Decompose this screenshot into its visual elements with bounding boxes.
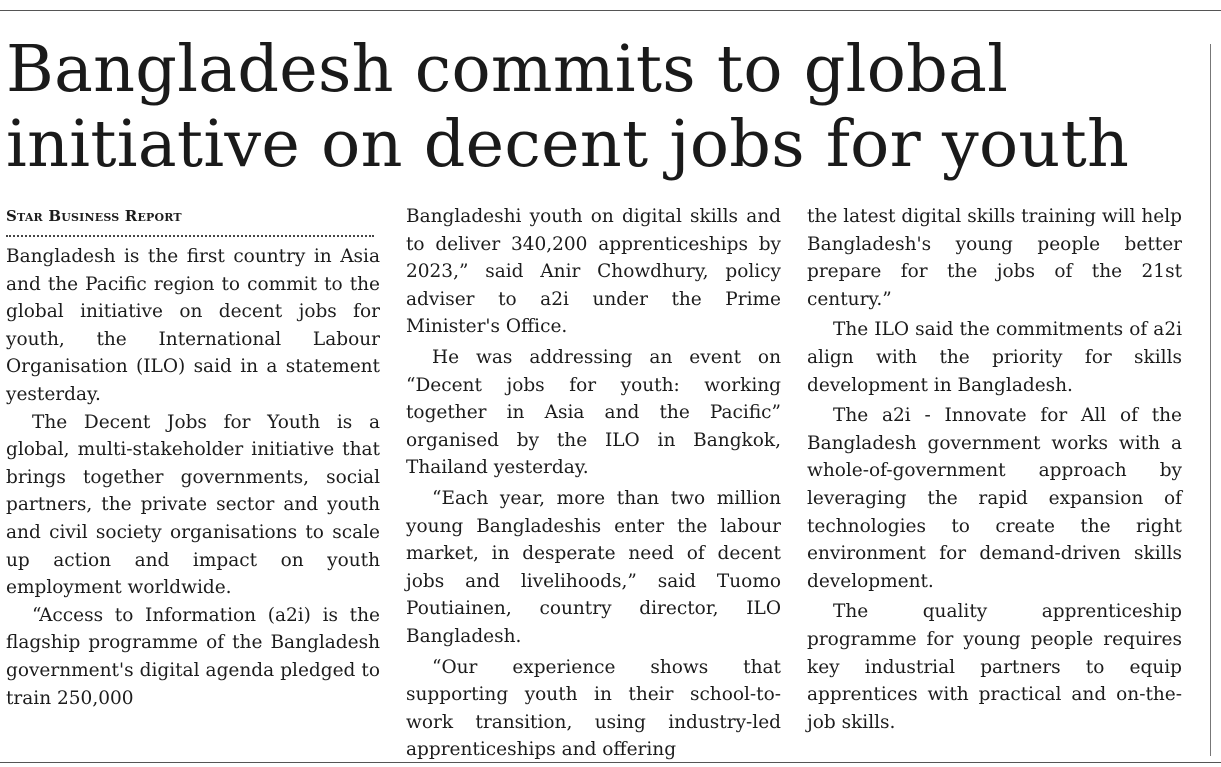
paragraph: the latest digital skills training will help Bangladesh's young people better prepare for the jobs of the 21st century.” [807, 206, 1182, 310]
byline-dotted-divider [6, 231, 374, 237]
article-column-1 [6, 205, 380, 712]
paragraph: The Decent Jobs for Youth is a global, multi-stakeholder initiative that brings together governments, social partners, the private sector and youth and civil society organisations to scale up action and impact on youth employment worldwide. [6, 411, 380, 599]
article-column-3 [807, 203, 1182, 736]
top-rule [0, 10, 1221, 11]
paragraph: Bangladeshi youth on digital skills and to deliver 340,200 apprenticeships by 2023,” said Anir Chowdhury, policy adviser to a2i under the Prime Minister's Office. [406, 206, 781, 338]
paragraph: “Access to Information (a2i) is the flagship programme of the Bangladesh government's digital agenda pledged to train 250,000 [6, 604, 380, 709]
column-divider-right [1210, 44, 1211, 756]
paragraph: He was addressing an event on “Decent jobs for youth: working together in Asia and the Pacific” organised by the ILO in Bangkok, Thailand yesterday. [406, 346, 781, 479]
article-column-2 [406, 203, 781, 764]
paragraph: Bangladesh is the first country in Asia and the Pacific region to commit to the global initiative on decent jobs for youth, the International Labour Organisation (ILO) said in a statement yesterday. [6, 246, 380, 405]
paragraph: “Our experience shows that supporting youth in their school-to-work transition, using industry-led apprenticeships and offering [406, 656, 781, 761]
paragraph: The a2i - Innovate for All of the Bangladesh government works with a whole-of-government approach by leveraging the rapid expansion of technologies to create the right environment for demand-driven skills development. [807, 405, 1182, 592]
paragraph: The ILO said the commitments of a2i align with the priority for skills development in Bangladesh. [807, 319, 1182, 396]
byline: Star Business Report [6, 207, 182, 225]
paragraph: “Each year, more than two million young Bangladeshis enter the labour market, in desperate need of decent jobs and livelihoods,” said Tuomo Poutiainen, country director, ILO Bangladesh. [406, 487, 781, 647]
headline: Bangladesh commits to global initiative on decent jobs for youth [6, 32, 1130, 182]
paragraph: The quality apprenticeship programme for young people requires key industrial partners to equip apprentices with practical and on-the-job skills. [807, 601, 1182, 733]
